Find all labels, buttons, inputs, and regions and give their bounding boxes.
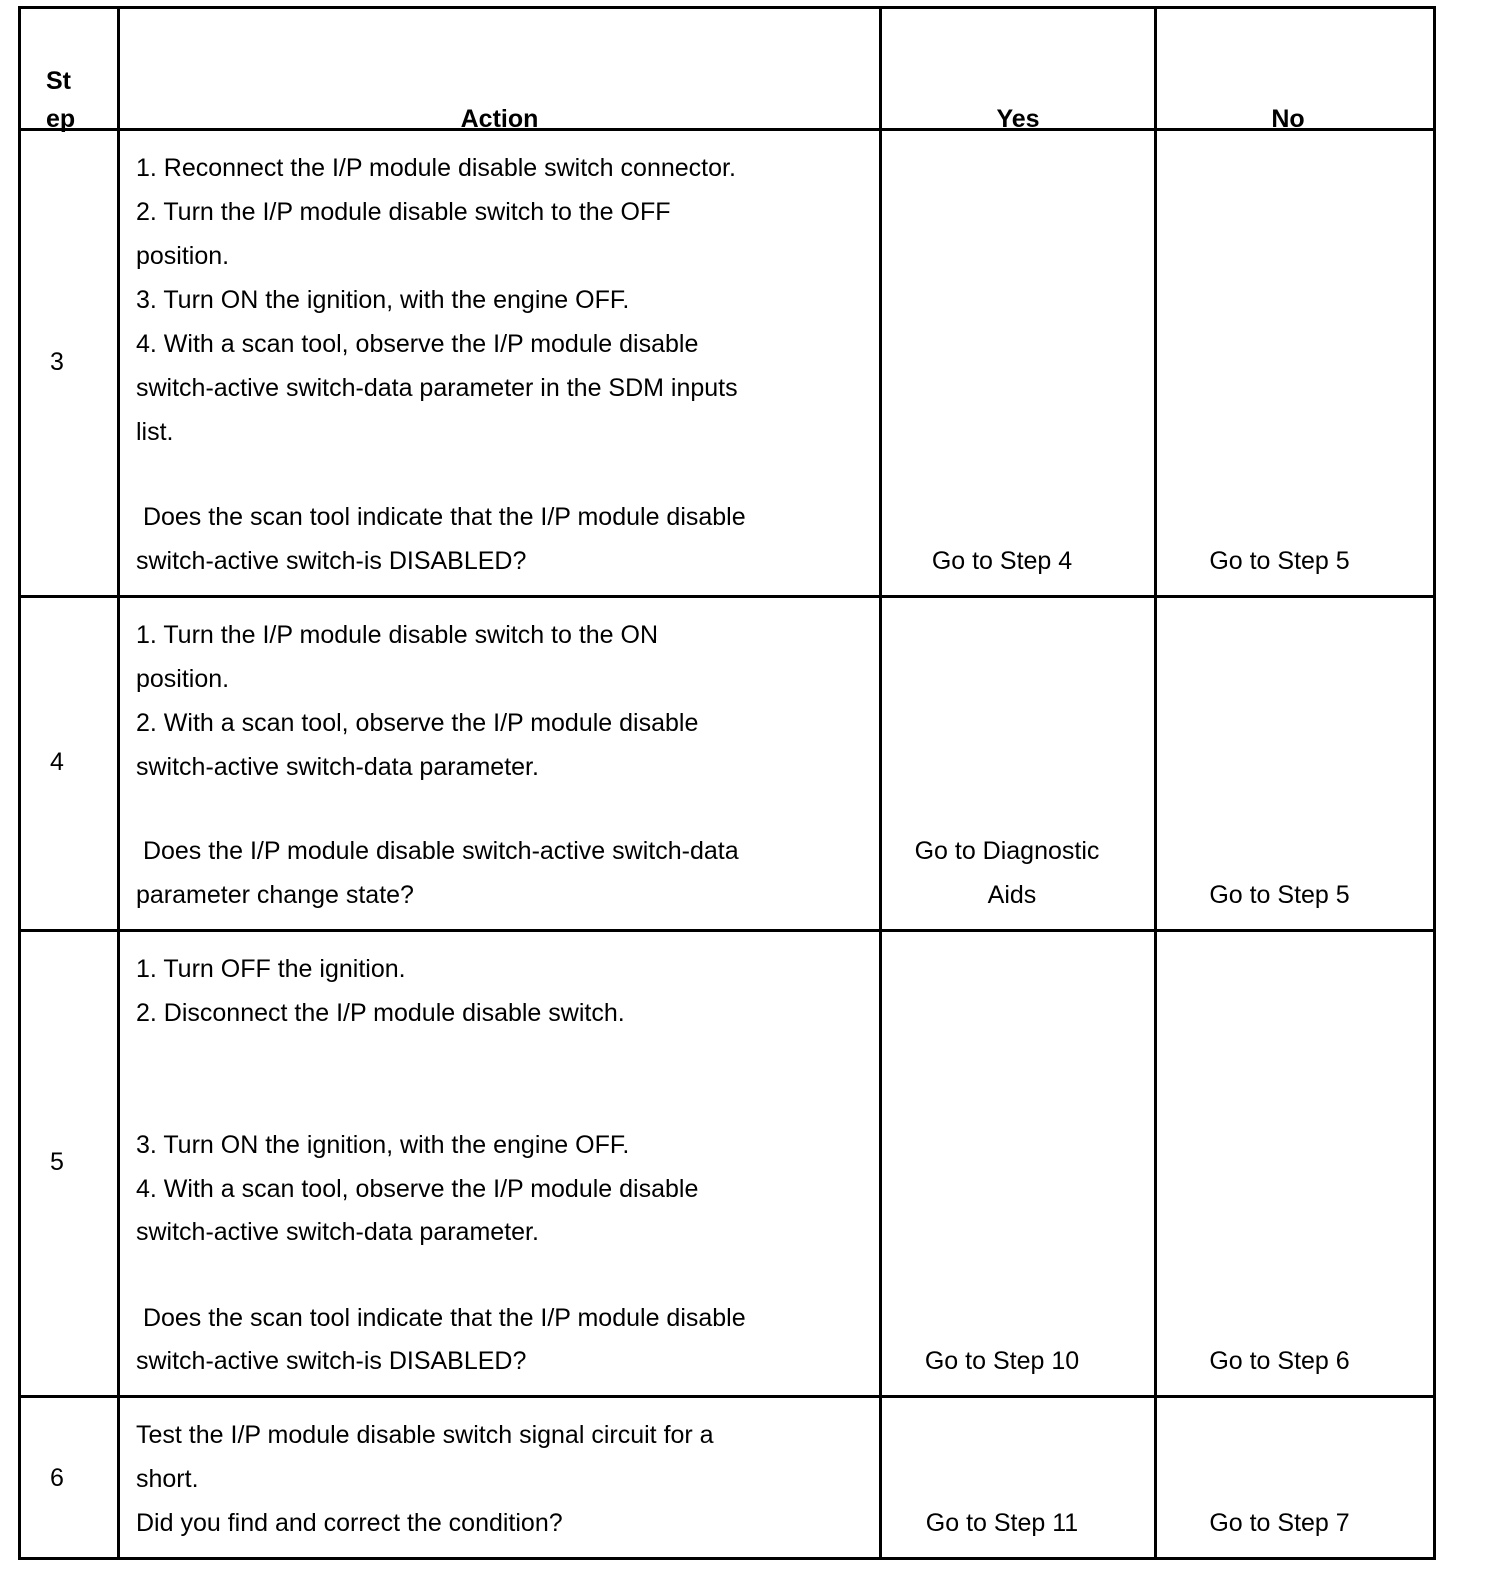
action-line: list. [136,418,174,446]
yes-result: Go to Step 10 [924,1347,1080,1375]
column-divider-step [117,6,120,1560]
yes-result-line1: Go to Diagnostic [914,837,1100,865]
header-action: Action [460,105,539,133]
row-divider-4 [18,929,1436,932]
question-line: parameter change state? [136,881,414,909]
action-line: 3. Turn ON the ignition, with the engine OFF. [136,1131,630,1159]
row-divider-3 [18,595,1436,598]
yes-result: Go to Step 11 [925,1509,1079,1537]
yes-result-line2: Aids [987,881,1037,909]
action-line: 3. Turn ON the ignition, with the engine OFF. [136,286,630,314]
action-line: switch-active switch-data parameter. [136,753,539,781]
question-line: Did you find and correct the condition? [136,1509,563,1537]
step-number: 4 [50,748,64,776]
action-line: short. [136,1465,199,1493]
no-result: Go to Step 5 [1209,881,1350,909]
step-number: 3 [50,348,64,376]
row-divider-5 [18,1395,1436,1398]
action-line: switch-active switch-data parameter in the SDM inputs [136,374,738,402]
question-line: Does the scan tool indicate that the I/P module disable [136,503,746,531]
action-line: 2. Disconnect the I/P module disable switch. [136,999,625,1027]
step-number: 5 [50,1148,64,1176]
step-number: 6 [50,1464,64,1492]
header-yes: Yes [996,105,1040,133]
header-step-line2: ep [46,105,76,133]
header-no: No [1271,105,1305,133]
action-line: 1. Turn the I/P module disable switch to the ON [136,621,659,649]
action-line: 4. With a scan tool, observe the I/P module disable [136,330,699,358]
action-line: Test the I/P module disable switch signal circuit for a [136,1421,714,1449]
action-line: 2. Turn the I/P module disable switch to the OFF [136,198,671,226]
action-line: position. [136,665,230,693]
action-line: 1. Reconnect the I/P module disable switch connector. [136,154,736,182]
action-line: switch-active switch-data parameter. [136,1218,539,1246]
column-divider-yes [1154,6,1157,1560]
question-line: Does the I/P module disable switch-active switch-data [136,837,739,865]
no-result: Go to Step 5 [1209,547,1350,575]
no-result: Go to Step 7 [1209,1509,1350,1537]
yes-result: Go to Step 4 [931,547,1073,575]
question-line: Does the scan tool indicate that the I/P module disable [136,1304,746,1332]
action-line: 4. With a scan tool, observe the I/P module disable [136,1175,699,1203]
no-result: Go to Step 6 [1209,1347,1350,1375]
action-line: 1. Turn OFF the ignition. [136,955,406,983]
column-divider-action [879,6,882,1560]
action-line: position. [136,242,230,270]
question-line: switch-active switch-is DISABLED? [136,1347,527,1375]
header-step-line1: St [46,67,71,95]
question-line: switch-active switch-is DISABLED? [136,547,527,575]
action-line: 2. With a scan tool, observe the I/P module disable [136,709,699,737]
